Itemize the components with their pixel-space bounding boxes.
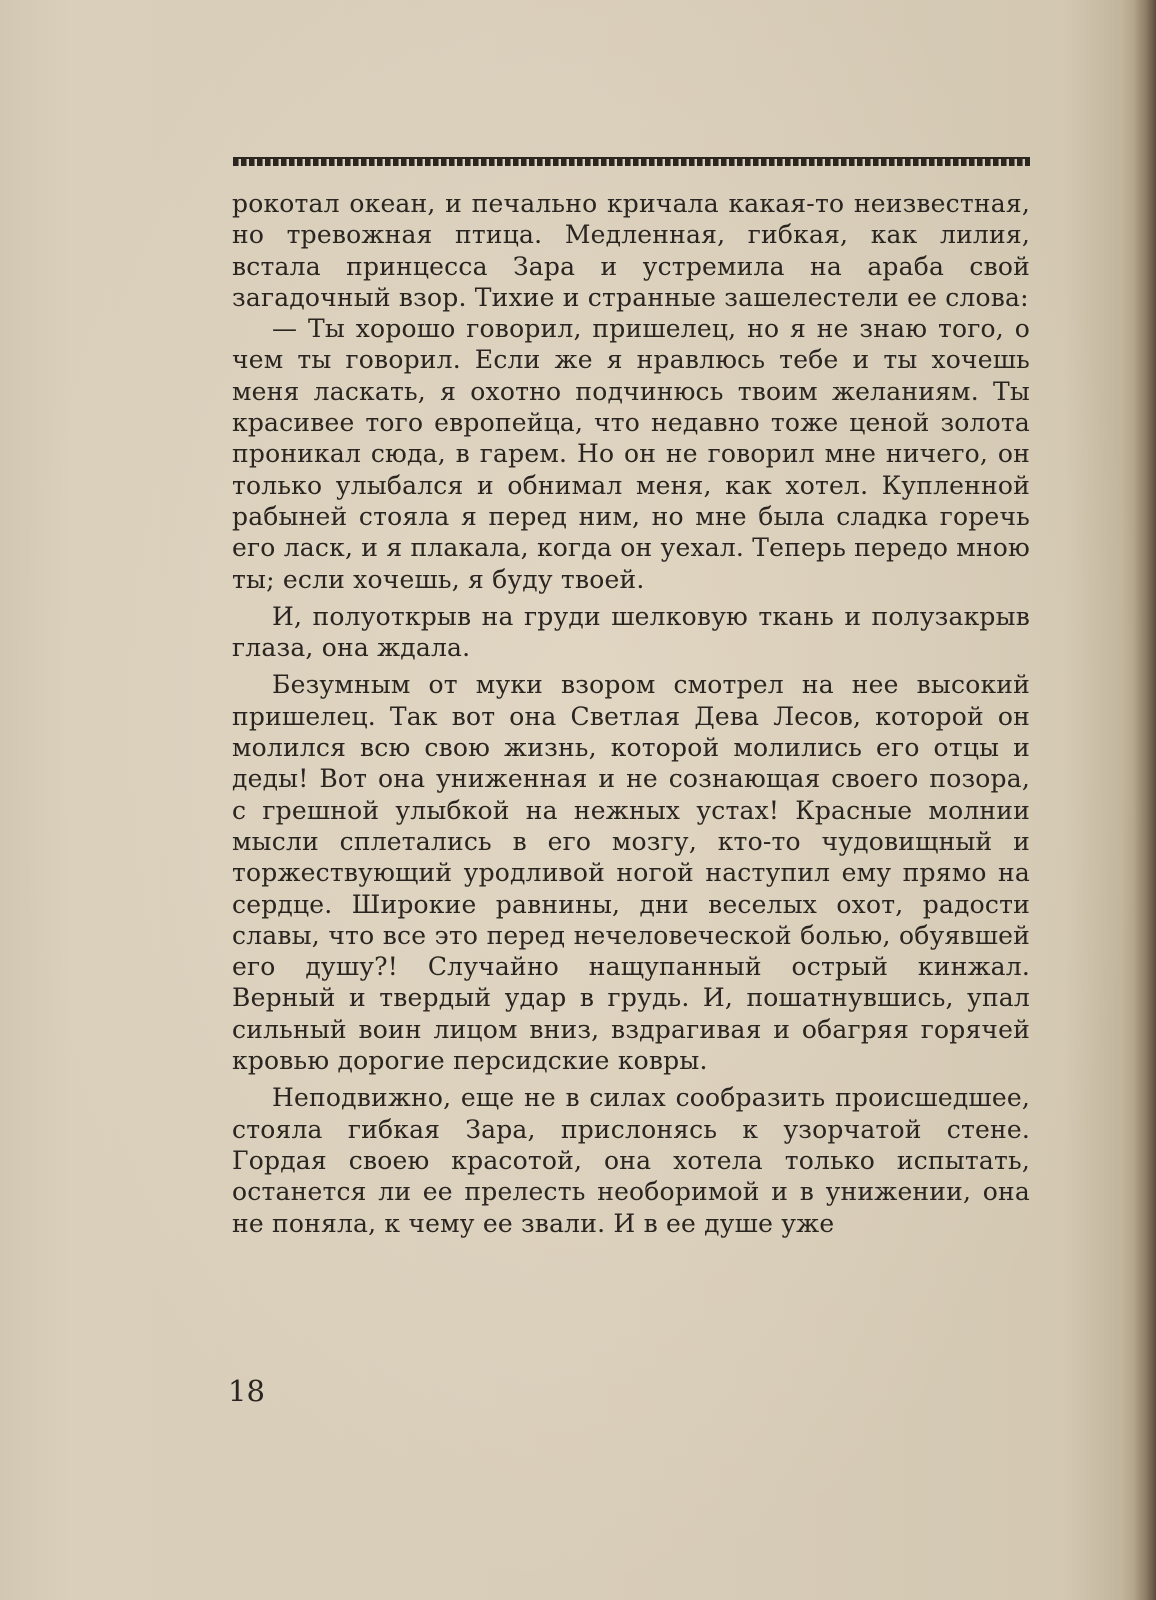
paragraph-1: рокотал океан, и печально кричала какая-то неизвестная, но тревожная птица. Медленная, гибкая, как лилия, встала принцесса Зара и устремила на араба свой загадочный взор. Тихие и странные зашелестели ее слова: xyxy=(232,189,1030,312)
paragraph-2: — Ты хорошо говорил, пришелец, но я не знаю того, о чем ты говорил. Если же я нравлюсь тебе и ты хочешь меня ласкать, я охотно подчинюсь твоим желаниям. Ты красивее того европейца, что недавно тоже ценой золота проникал сюда, в гарем. Но он не говорил мне ничего, он только улыбался и обнимал меня, как хотел. Купленной рабыней стояла я перед ним, но мне была сладка горечь его ласк, и я плакала, когда он уехал. Теперь передо мною ты; если хочешь, я буду твоей. xyxy=(232,314,1030,594)
paragraph-3: И, полуоткрыв на груди шелковую ткань и полузакрыв глаза, она ждала. xyxy=(232,601,1030,663)
ornamental-header-rule xyxy=(233,157,1030,166)
paragraph-5: Неподвижно, еще не в силах сообразить происшедшее, стояла гибкая Зара, прислонясь к узорчатой стене. Гордая своею красотой, она хотела только испытать, останется ли ее прелесть необоримой и в унижении, она не поняла, к чему ее звали. И в ее душе уже xyxy=(232,1083,1030,1238)
page-edge-shadow xyxy=(1134,0,1156,1600)
paragraph-4: Безумным от муки взором смотрел на нее высокий пришелец. Так вот она Светлая Дева Лесов, которой он молился всю свою жизнь, которой молились его отцы и деды! Вот она униженная и не сознающая своего позора, с грешной улыбкой на нежных устах! Красные молнии мысли сплетались в его мозгу, кто-то чудовищный и торжествующий уродливой ногой наступил ему прямо на сердце. Широкие равнины, дни веселых охот, радости славы, что все это перед нечеловеческой болью, обуявшей его душу?! Случайно нащупанный острый кинжал. Верный и твердый удар в грудь. И, пошатнувшись, упал сильный воин лицом вниз, вздрагивая и обагряя горячей кровью дорогие персидские ковры. xyxy=(232,670,1030,1076)
page-number: 18 xyxy=(228,1374,265,1408)
body-text xyxy=(232,188,1030,1239)
